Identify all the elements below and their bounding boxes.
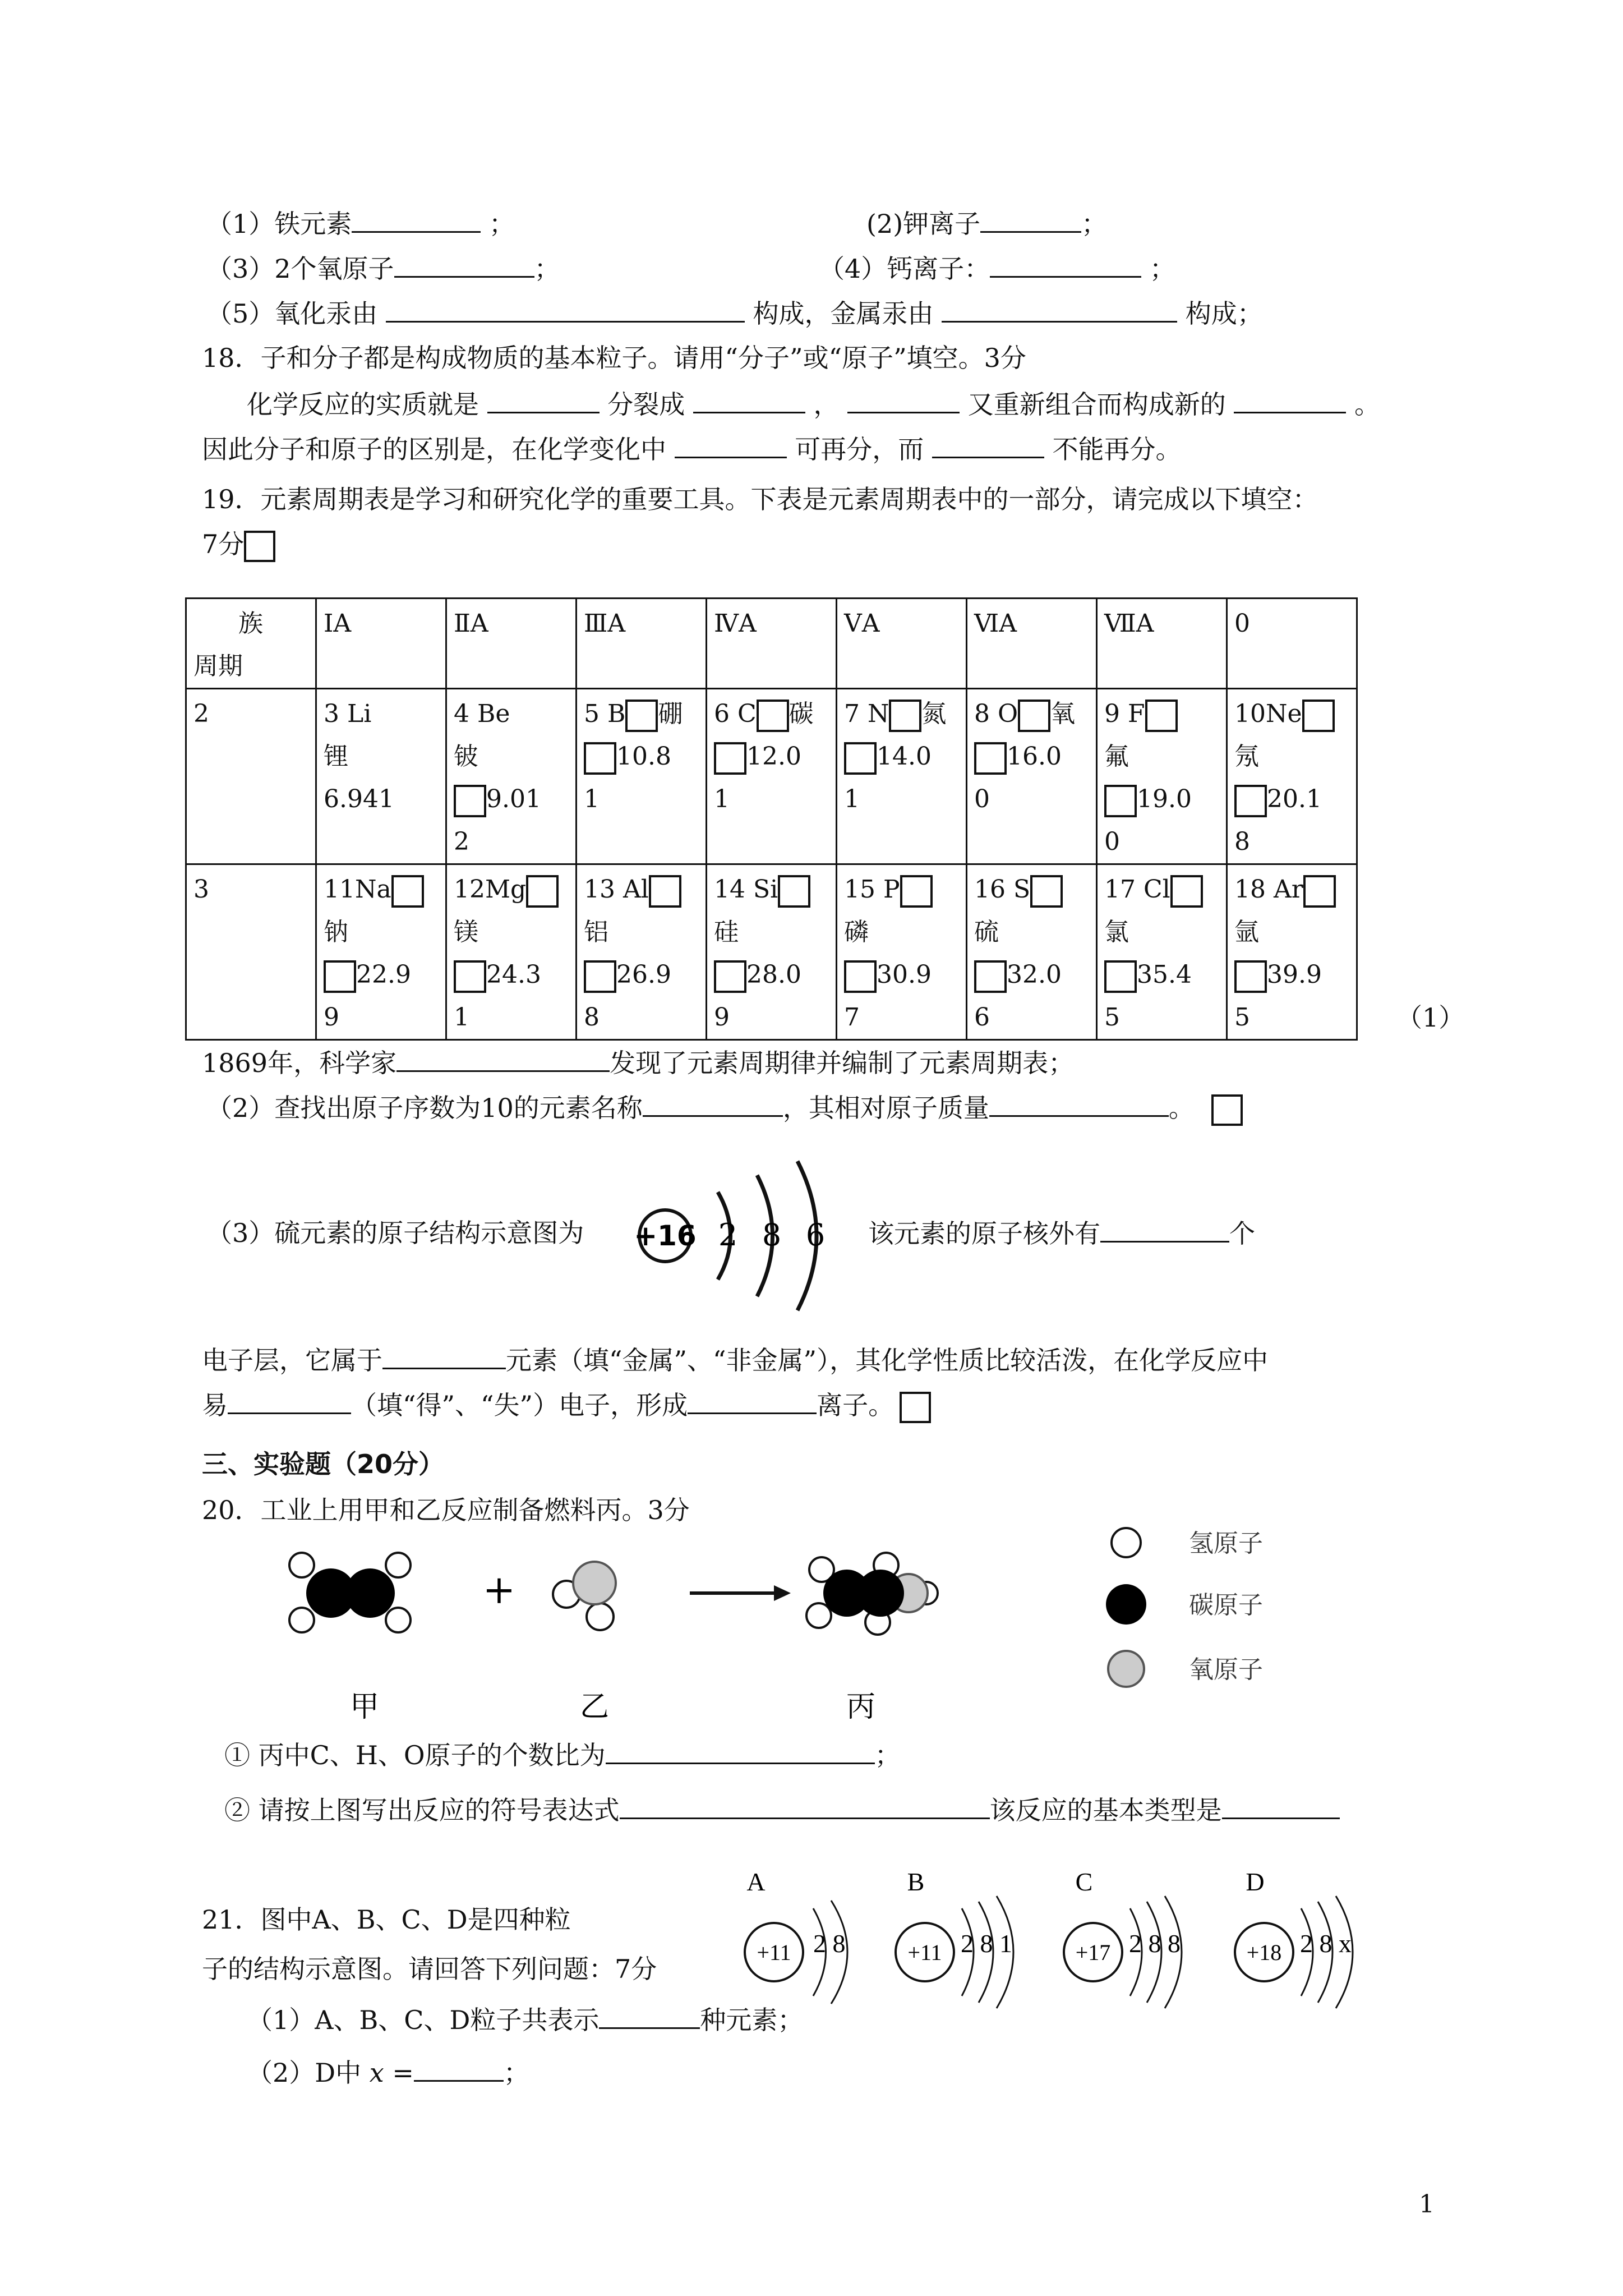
element-symbol: 8 O [974,700,1018,728]
mark-box[interactable] [1234,960,1267,993]
label-bing: 丙 [846,1690,876,1724]
element-symbol: 16 S [974,875,1031,904]
group-header: ⅦA [1097,599,1227,689]
element-symbol: 12Mg [454,875,527,904]
element-name: 氯 [1104,918,1129,946]
text: 分裂成 [607,389,685,420]
atomic-mass: 24.3 [486,960,541,989]
text: = [392,2058,414,2088]
mark-box[interactable] [1145,700,1178,732]
answer-blank[interactable] [386,296,745,323]
element-cell [967,689,1097,864]
text: ，其相对原子质量 [782,1093,989,1123]
atomic-mass: 12.0 [746,742,801,771]
nucleus-charge: +18 [1246,1940,1282,1965]
atom-tag: A [746,1867,766,1896]
element-symbol: 13 Al [584,875,649,904]
score-text: 7分 [202,529,245,559]
atomic-mass-cont: 6 [974,1003,990,1032]
oxygen-legend-icon [1108,1651,1144,1687]
atomic-mass: 39.9 [1267,960,1322,989]
q19-line4 [202,1343,1268,1377]
q17-4-label: （4）钙离子： [819,254,990,284]
text: （1）A、B、C、D粒子共表示 [247,2005,600,2035]
q17-line3 [206,296,1263,330]
atomic-mass: 19.0 [1137,785,1192,813]
q19-1-mark: （1） [1396,1002,1465,1033]
q21-sub1 [247,2003,803,2037]
reaction-diagram [269,1548,981,1728]
element-cell [1227,864,1357,1040]
mark-box[interactable] [649,875,681,908]
q19-line5 [202,1388,931,1423]
text: 又重新组合而构成新的 [967,389,1226,420]
element-name: 铝 [584,918,608,946]
punct: ； [503,2058,529,2088]
answer-blank[interactable] [675,432,787,458]
text: ① 丙中C、H、O原子的个数比为 [224,1740,606,1770]
q19-title: 19．元素周期表是学习和研究化学的重要工具。下表是元素周期表中的一部分，请完成以下填空： [202,484,1318,514]
mark-box[interactable] [1030,875,1063,908]
element-cell [1097,689,1227,864]
group-header: ⅢA [577,599,707,689]
q18-line2 [202,432,1182,466]
element-symbol: 17 Cl [1104,875,1170,904]
atom-a [745,1867,847,2004]
mark-box[interactable] [757,700,789,732]
element-name: 钠 [324,918,348,946]
text: （2）D中 [247,2058,362,2088]
legend-oxygen: 氧原子 [1189,1655,1263,1684]
element-name: 硅 [714,918,739,946]
punct: 。 [1354,389,1380,420]
mark-box[interactable] [454,960,486,993]
mark-box[interactable] [584,742,616,775]
mark-box[interactable] [526,875,559,908]
q20-item2 [224,1793,1340,1827]
text: 种元素； [700,2005,804,2035]
answer-blank[interactable] [693,387,805,413]
q17-line1b [866,206,1107,241]
text: 离子。 [817,1390,895,1420]
answer-blank[interactable] [1234,387,1346,413]
text: 该元素的原子核外有 [868,1218,1100,1249]
group-header: ⅤA [837,599,967,689]
answer-blank[interactable] [487,387,600,413]
punct: ； [488,209,515,239]
punct: ； [1149,254,1175,284]
punct: ； [1081,209,1108,239]
atomic-mass: 14.0 [877,742,932,771]
atomic-mass-cont: 2 [454,827,469,856]
q19-line2 [206,1091,1243,1126]
atomic-mass: 22.9 [356,960,411,989]
mark-box[interactable] [1104,960,1137,993]
answer-blank[interactable] [688,1388,817,1414]
mark-box[interactable] [900,875,933,908]
electron-config: 2 8 [813,1929,846,1958]
element-cell [837,864,967,1040]
text: ② 请按上图写出反应的符号表达式 [224,1795,620,1825]
mark-box[interactable] [1170,875,1203,908]
q17-line2b [819,251,1175,286]
q17-2-label: (2)钾离子 [866,209,981,239]
period-cell: 3 [186,864,316,1040]
q17-line1 [206,206,515,241]
group-header: 0 [1227,599,1357,689]
text: 发现了元素周期律并编制了元素周期表； [610,1048,1075,1078]
atomic-mass-cont: 8 [1234,827,1250,856]
element-symbol: 18 Ar [1234,875,1303,904]
table-header-row [186,599,1357,689]
atomic-mass-cont: 9 [324,1003,339,1032]
element-symbol: 10Ne [1234,700,1302,728]
element-name: 氮 [921,700,947,728]
score-box[interactable] [244,531,275,562]
header-corner [186,599,316,689]
element-cell [1227,689,1357,864]
mark-box[interactable] [974,742,1007,775]
q17-5-label: （5）氧化汞由 [206,298,378,329]
text: 因此分子和原子的区别是，在化学变化中 [202,434,666,464]
hydrogen-legend-icon [1112,1528,1141,1557]
atomic-mass-cont: 1 [714,785,730,813]
atom-tag: D [1246,1867,1265,1896]
answer-blank[interactable] [990,251,1141,278]
answer-blank[interactable] [989,1091,1169,1117]
text: （填“得”、“失”）电子，形成 [351,1390,688,1420]
answer-blank[interactable] [942,296,1177,323]
atomic-mass: 28.0 [746,960,801,989]
punct: ； [534,254,560,284]
atomic-mass: 20.1 [1267,785,1322,813]
group-header: ⅣA [707,599,837,689]
element-name: 磷 [844,918,869,946]
mark-box[interactable] [1104,785,1137,817]
q21-sub2 [247,2055,529,2090]
element-cell [316,864,446,1040]
answer-blank[interactable] [394,251,534,278]
q21-title: 21．图中A、B、C、D是四种粒 [202,1904,571,1935]
atom-tag: B [907,1867,925,1896]
mark-box[interactable] [454,785,486,817]
electron-config: 2 8 8 [1129,1929,1181,1958]
mark-box[interactable] [324,960,356,993]
text: 可再分，而 [795,434,924,464]
atomic-mass-cont: 9 [714,1003,730,1032]
answer-blank[interactable] [1222,1793,1340,1819]
answer-blank[interactable] [643,1091,783,1117]
atom-c [1064,1867,1182,2008]
atomic-mass: 30.9 [877,960,932,989]
text: 1869年，科学家 [202,1048,397,1078]
atomic-mass: 16.0 [1007,742,1062,771]
plus-sign: + [482,1567,516,1613]
nucleus-charge: +11 [907,1940,942,1965]
q21-title-cont: 子的结构示意图。请回答下列问题：7分 [202,1954,657,1984]
atomic-mass: 35.4 [1137,960,1192,989]
group-header: ⅠA [316,599,446,689]
text: 化学反应的实质就是 [247,389,479,420]
answer-blank[interactable] [228,1388,351,1414]
element-name: 氧 [1050,700,1076,728]
table-row [186,689,1357,864]
atomic-mass-cont: 0 [1104,827,1120,856]
atomic-mass-cont: 1 [454,1003,469,1032]
element-name: 镁 [454,918,478,946]
answer-blank[interactable] [932,432,1044,458]
electron-config: 2 8 1 [961,1929,1012,1958]
section-heading: 三、实验题（20分） [202,1449,445,1479]
electron-count: 8 [762,1217,782,1253]
element-symbol: 3 Li [324,700,372,728]
molecule-jia [289,1553,411,1632]
atomic-mass: 9.01 [486,785,541,813]
nucleus-charge: +16 [634,1220,697,1252]
q17-1-label: （1）铁元素 [206,209,352,239]
legend-hydrogen: 氢原子 [1189,1529,1263,1558]
electron-count: 6 [805,1217,826,1253]
q18-line1 [247,387,1380,421]
answer-blank[interactable] [352,206,481,233]
text: 构成； [1185,298,1263,329]
element-name: 氖 [1234,742,1259,771]
atomic-mass: 26.9 [616,960,671,989]
periodic-table [185,597,1358,1041]
legend-carbon: 碳原子 [1189,1591,1263,1619]
carbon-legend-icon [1106,1584,1146,1625]
mark-box[interactable] [391,875,424,908]
answer-blank[interactable] [847,387,960,413]
element-name: 锂 [324,742,348,771]
punct: ， [813,389,840,420]
answer-blank[interactable] [414,2055,504,2082]
molecule-bing [806,1553,938,1635]
q17-3-label: （3）2个氧原子 [206,254,394,284]
page-number: 1 [1419,2190,1435,2219]
element-cell [837,689,967,864]
nucleus-charge: +11 [757,1940,791,1965]
table-row [186,864,1357,1040]
variable-x: x [369,2058,384,2088]
element-symbol: 4 Be [454,700,510,728]
period-cell: 2 [186,689,316,864]
q20-title: 20．工业上用甲和乙反应制备燃料丙。3分 [202,1495,690,1525]
group-header: ⅡA [446,599,577,689]
q19-line3b [868,1216,1255,1250]
mark-box[interactable] [625,700,658,732]
electron-config: 2 8 x [1300,1929,1352,1958]
answer-blank[interactable] [980,206,1081,233]
group-header: ⅥA [967,599,1097,689]
element-name: 硫 [974,918,999,946]
label-yi: 乙 [579,1690,610,1724]
atomic-mass-cont: 0 [974,785,990,813]
mark-box[interactable] [1018,700,1050,732]
molecule-yi [553,1562,616,1630]
mark-box[interactable] [889,700,921,732]
text: 电子层，它属于 [202,1345,382,1375]
punct: ； [874,1740,901,1770]
q19-score [202,527,275,562]
element-name: 氩 [1234,918,1259,946]
q20-item1 [224,1738,901,1772]
element-cell [707,864,837,1040]
mark-box[interactable] [1303,875,1336,908]
mark-box[interactable] [974,960,1007,993]
mark-box[interactable] [714,742,746,775]
q19-line3: （3）硫元素的原子结构示意图为 [206,1218,584,1248]
period-label: 周期 [193,652,243,680]
mark-box[interactable] [844,960,877,993]
atomic-mass-cont: 7 [844,1003,860,1032]
text: 该反应的基本类型是 [989,1795,1222,1825]
q19-line1 [202,1046,1074,1080]
atomic-mass-cont: 1 [844,785,860,813]
element-symbol: 11Na [324,875,391,904]
text: 个 [1229,1218,1255,1249]
text: （2）查找出原子序数为10的元素名称 [206,1093,643,1123]
element-cell [577,864,707,1040]
q17-line2 [206,251,560,286]
atom-tag: C [1075,1867,1093,1896]
element-cell [707,689,837,864]
element-cell [316,689,446,864]
element-symbol: 9 F [1104,700,1145,728]
mark-box[interactable] [584,960,616,993]
score-box[interactable] [1211,1094,1243,1126]
element-symbol: 6 C [714,700,757,728]
element-name: 硼 [658,700,683,728]
element-name: 碳 [789,700,814,728]
atomic-mass: 32.0 [1007,960,1062,989]
text: 构成，金属汞由 [753,298,934,329]
element-symbol: 15 P [844,875,900,904]
element-name: 铍 [454,742,478,771]
text: 易 [202,1390,228,1420]
atom-legend [1099,1515,1324,1694]
atomic-mass: 6.941 [324,785,394,813]
mark-box[interactable] [1234,785,1267,817]
answer-blank[interactable] [620,1793,990,1819]
element-cell [967,864,1097,1040]
atom-d [1235,1867,1353,2008]
answer-blank[interactable] [1100,1216,1229,1243]
mark-box[interactable] [778,875,810,908]
mark-box[interactable] [714,960,746,993]
atomic-mass-cont: 1 [584,785,600,813]
element-symbol: 5 B [584,700,626,728]
atomic-mass-cont: 5 [1104,1003,1120,1032]
answer-blank[interactable] [396,1046,610,1072]
atomic-mass-cont: 5 [1234,1003,1250,1032]
atom-b [896,1867,1013,2008]
punct: 。 [1168,1093,1195,1123]
element-symbol: 7 N [844,700,889,728]
element-cell [446,864,577,1040]
mark-box[interactable] [1302,700,1335,732]
mark-box[interactable] [844,742,877,775]
answer-blank[interactable] [382,1343,506,1369]
answer-blank[interactable] [599,2003,700,2029]
q18-title: 18．子和分子都是构成物质的基本粒子。请用“分子”或“原子”填空。3分 [202,343,1026,373]
answer-blank[interactable] [606,1738,875,1764]
atom-diagrams [729,1868,1402,2008]
text: 元素（填“金属”、“非金属”），其化学性质比较活泼，在化学反应中 [506,1345,1269,1375]
element-cell [577,689,707,864]
atomic-mass: 10.8 [616,742,671,771]
atomic-mass-cont: 8 [584,1003,600,1032]
nucleus-charge: +17 [1075,1940,1111,1965]
element-cell [446,689,577,864]
element-name: 氟 [1104,742,1129,771]
element-cell [1097,864,1227,1040]
sulfur-atom-diagram [634,1156,858,1318]
group-label: 族 [238,609,263,638]
label-jia: 甲 [349,1690,380,1724]
element-symbol: 14 Si [714,875,778,904]
text: 不能再分。 [1052,434,1182,464]
score-box[interactable] [900,1392,931,1423]
electron-count: 2 [718,1217,738,1253]
